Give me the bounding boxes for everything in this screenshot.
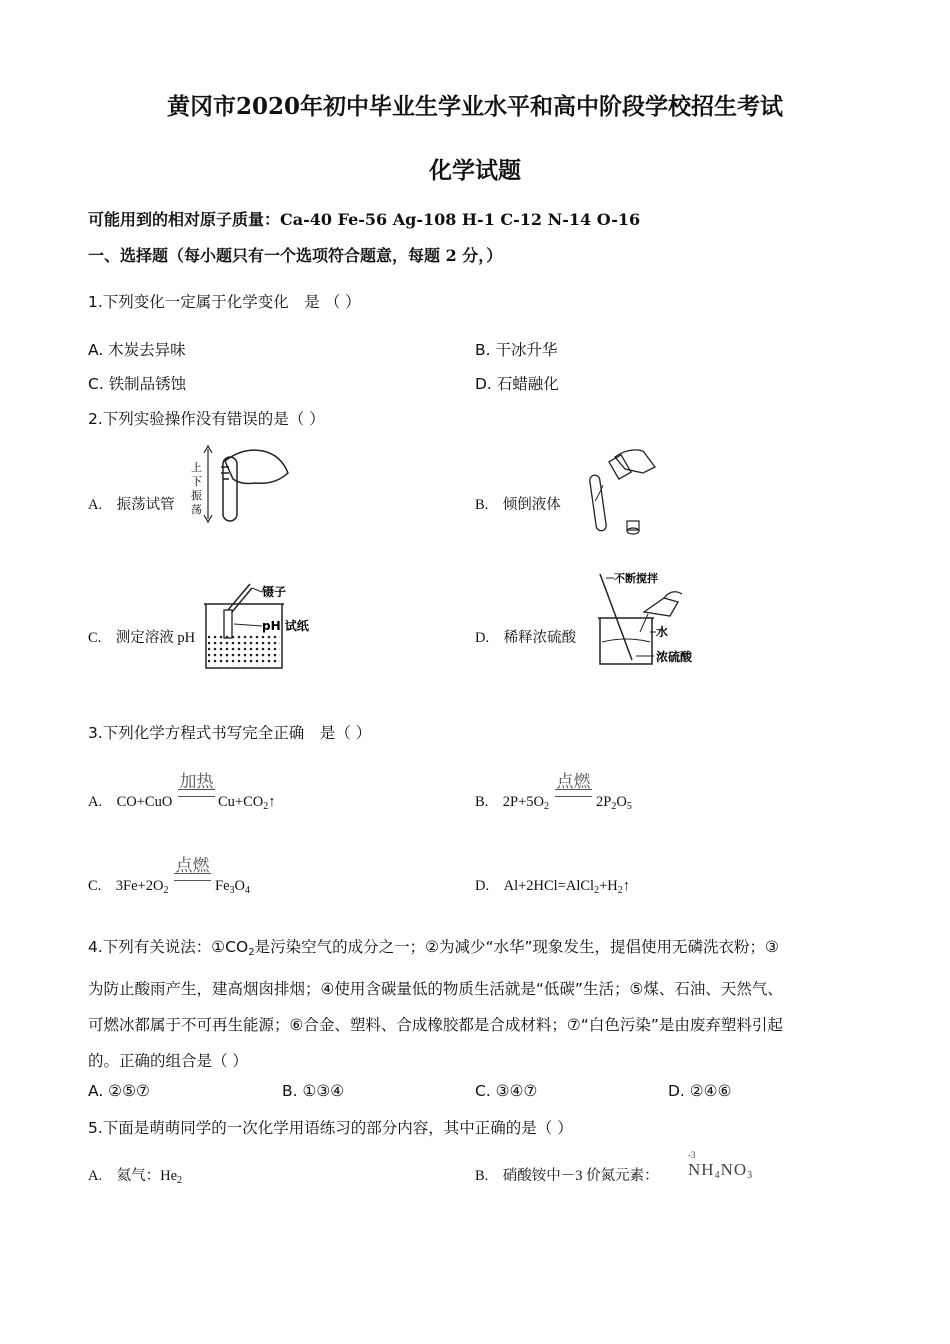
q4-stem — [88, 929, 863, 1079]
q3-c-left-sub: 2 — [163, 885, 169, 896]
q1-option-b[interactable]: B. 干冰升华 — [475, 341, 558, 359]
atomic-masses: 可能用到的相对原子质量：Ca-40 Fe-56 Ag-108 H-1 C-12 N-14 O-16 — [88, 210, 641, 229]
water-label: 水 — [656, 625, 669, 639]
q3-d-2: +H — [599, 878, 618, 894]
shake-label-down: 下 — [191, 475, 202, 488]
q3-a-right-sub: 2 — [263, 801, 269, 812]
q4-line-2: 为防止酸雨产生，建高烟囱排烟；④使用含碳量低的物质生活就是“低碳”生活；⑤煤、石油、天然气、 — [88, 980, 783, 998]
q3-option-d[interactable] — [475, 878, 630, 896]
q5-option-a[interactable] — [88, 1164, 182, 1186]
q3-b-condition-text: 点燃 — [556, 772, 591, 792]
q2-option-c[interactable]: C. 测定溶液 pH — [88, 630, 196, 646]
q5-b-no-sub: 3 — [747, 1170, 754, 1181]
q3-b-prefix: B. — [475, 794, 489, 810]
q3-c-condition — [174, 851, 211, 876]
q4-option-a[interactable]: A. ②⑤⑦ — [88, 1082, 150, 1100]
q3-a-left: CO+CuO — [116, 794, 173, 810]
q3-option-c[interactable] — [88, 878, 168, 896]
q3-d-1: Al+2HCl=AlCl — [503, 878, 595, 894]
q3-a-condition — [178, 767, 215, 792]
q3-stem: 3.下列化学方程式书写完全正确 是（ ） — [88, 724, 372, 742]
q5-b-no: NO — [720, 1160, 748, 1179]
tweezers-label: 镊子 — [262, 585, 287, 599]
q4-option-b[interactable]: B. ①③④ — [282, 1082, 345, 1100]
section-heading: 一、选择题（每小题只有一个选项符合题意，每题 2 分，） — [88, 246, 503, 265]
q3-c-right — [215, 878, 250, 896]
q4-line-1b: 是污染空气的成分之一；②为减少“水华”现象发生，提倡使用无磷洗衣粉；③ — [254, 938, 779, 956]
q4-line-1 — [88, 929, 863, 971]
q3-d-3: ↑ — [622, 878, 630, 894]
q3-d-sub1: 2 — [594, 885, 600, 896]
q5-a-text: A. 氦气：He — [88, 1168, 178, 1184]
q3-c-right-1: Fe — [215, 878, 230, 894]
q3-c-right-sub2: 4 — [244, 885, 250, 896]
shake-label-swing: 荡 — [191, 503, 202, 516]
q3-a-prefix: A. — [88, 794, 103, 810]
subject-title: 化学试题 — [429, 157, 521, 184]
q3-b-right-1: 2P — [596, 794, 612, 810]
stir-label: 不断搅拌 — [614, 572, 658, 585]
q3-c-prefix: C. — [88, 878, 102, 894]
ph-test-image — [200, 580, 310, 672]
shaking-test-tube-image — [183, 443, 293, 535]
q4-line-4: 的。正确的组合是（ ） — [88, 1052, 248, 1070]
q3-a-condition-text: 加热 — [179, 772, 214, 792]
q1-stem: 1.下列变化一定属于化学变化 是 （ ） — [88, 293, 361, 311]
q3-b-right-2: O — [616, 794, 627, 810]
q2-option-b[interactable]: B. 倾倒液体 — [475, 497, 561, 513]
q4-line-1a: 4.下列有关说法：①CO — [88, 938, 249, 956]
q3-b-right-sub2: 5 — [626, 801, 632, 812]
q2-stem: 2.下列实验操作没有错误的是（ ） — [88, 410, 325, 428]
q5-b-text: B. 硝酸铵中－3 价氮元素： — [475, 1168, 659, 1184]
pouring-liquid-image — [585, 445, 660, 537]
q3-c-condition-text: 点燃 — [175, 856, 210, 876]
q5-a-sub: 2 — [177, 1175, 183, 1186]
q3-option-b[interactable] — [475, 794, 549, 812]
q3-option-a[interactable] — [88, 794, 172, 811]
q5-stem: 5.下面是萌萌同学的一次化学用语练习的部分内容，其中正确的是（ ） — [88, 1119, 573, 1137]
q3-a-right — [218, 794, 276, 812]
q3-a-right-1: Cu+CO — [218, 794, 264, 810]
q4-line-1-sub: 2 — [248, 947, 255, 958]
shake-label-up: 上 — [191, 461, 202, 474]
q4-option-d[interactable]: D. ②④⑥ — [668, 1082, 732, 1100]
q5-b-h: H — [701, 1160, 715, 1179]
q1-option-a[interactable]: A. 木炭去异味 — [88, 341, 186, 359]
q2-option-a[interactable]: A. 振荡试管 — [88, 497, 175, 513]
q4-line-3: 可燃冰都属于不可再生能源；⑥合金、塑料、合成橡胶都是合成材料；⑦“白色污染”是由废弃塑料引起 — [88, 1016, 783, 1034]
q3-c-right-2: O — [234, 878, 245, 894]
q3-a-right-2: ↑ — [268, 794, 276, 810]
shake-label-vibrate: 振 — [191, 489, 202, 502]
q3-c-right-sub1: 3 — [229, 885, 235, 896]
q1-option-c[interactable]: C. 铁制品锈蚀 — [88, 375, 187, 393]
dilute-acid-image — [592, 572, 712, 672]
q5-option-b[interactable] — [475, 1164, 659, 1185]
q5-b-formula — [688, 1160, 753, 1181]
exam-title: 黄冈市2020年初中毕业生学业水平和高中阶段学校招生考试 — [166, 93, 783, 120]
q2-option-d[interactable]: D. 稀释浓硫酸 — [475, 630, 577, 646]
sulfuric-acid-label: 浓硫酸 — [656, 650, 693, 664]
q4-option-c[interactable]: C. ③④⑦ — [475, 1082, 538, 1100]
q1-option-d[interactable]: D. 石蜡融化 — [475, 375, 559, 393]
q3-b-left-sub: 2 — [544, 801, 550, 812]
q3-d-prefix: D. — [475, 878, 490, 894]
q3-b-right — [596, 794, 632, 812]
q3-c-left-1: 3Fe+2O — [115, 878, 164, 894]
q5-b-n: N — [688, 1160, 702, 1179]
q3-b-right-sub1: 2 — [611, 801, 617, 812]
q3-b-condition — [555, 767, 592, 792]
q3-b-left-1: 2P+5O — [502, 794, 545, 810]
q5-b-h-sub: 4 — [714, 1170, 721, 1181]
q5-b-valence: -3 — [688, 1150, 696, 1160]
q3-d-sub2: 2 — [617, 885, 623, 896]
ph-paper-label: pH 试纸 — [262, 619, 309, 633]
